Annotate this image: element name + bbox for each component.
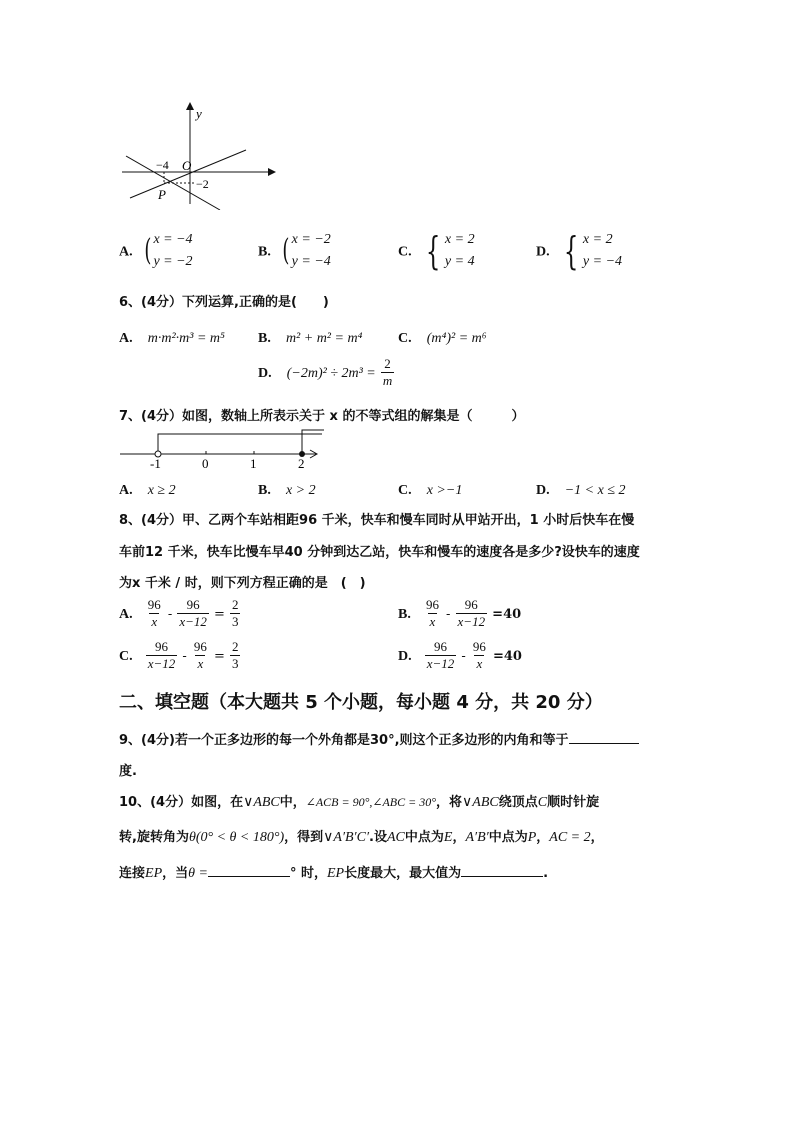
text: ° 时， (289, 866, 327, 881)
q7-option-c-label: C. (398, 483, 412, 498)
fraction (456, 598, 488, 629)
brace: ( (144, 233, 152, 268)
math: ∨ABC (462, 795, 499, 810)
origin-label: O (182, 158, 192, 173)
denominator: x−12 (147, 656, 176, 671)
row: x = −2 (291, 232, 331, 247)
q6-option-b-label: B. (258, 331, 271, 346)
q6-option-a-label: A. (119, 331, 133, 346)
text: 连接 (119, 866, 146, 881)
q8-option-d-label: D. (398, 649, 412, 664)
q8-option-b-label: B. (398, 607, 411, 622)
fraction (146, 640, 178, 671)
q8-line-1: 8、(4分）甲、乙两个车站相距96 千米，快车和慢车同时从甲站开出，1 小时后快车在慢 (119, 513, 635, 528)
denominator: x−12 (426, 656, 455, 671)
fraction (424, 598, 441, 629)
q9-line-2: 度. (119, 764, 137, 779)
x-axis-arrow (268, 168, 276, 176)
q8-option-c-label: C. (119, 649, 133, 664)
denominator: x−12 (457, 614, 486, 629)
text: ， (452, 830, 466, 845)
q10-max-answer-blank[interactable] (461, 862, 543, 877)
denominator: x (476, 656, 483, 671)
text: 10、(4分）如图，在 (119, 795, 244, 810)
q5-option-d-label: D. (536, 244, 550, 260)
tick-neg2-label: −2 (196, 177, 209, 191)
point-p-label: P (158, 187, 166, 202)
q6-option-d-label: D. (258, 366, 272, 381)
q8-option-a-label: A. (119, 607, 133, 622)
q6-option-c-expr: (m⁴)² = m⁶ (426, 331, 487, 346)
q5-option-c-system (421, 229, 475, 273)
equals-forty: =40 (492, 649, 522, 664)
q5-option-a-system (142, 229, 193, 273)
text: 中， (279, 795, 306, 810)
text: . (543, 866, 549, 881)
row: y = −4 (582, 254, 623, 269)
numerator: 96 (464, 597, 478, 612)
text: 中点为 (404, 830, 444, 845)
q7-option-c-expr: x >−1 (426, 483, 463, 498)
q7-option-d[interactable] (536, 479, 626, 499)
math: P (527, 830, 537, 845)
tick-label: 1 (250, 456, 257, 471)
text: 顺时针旋 (547, 795, 600, 810)
q7-stem: 7、(4分）如图，数轴上所表示关于 x 的不等式组的解集是（ ） (119, 409, 525, 424)
q7-option-a-label: A. (119, 483, 133, 498)
q10-line-1 (119, 791, 599, 811)
math: ∨ABC (243, 795, 280, 810)
q5-option-c[interactable] (398, 229, 475, 273)
numerator: 2 (231, 639, 239, 654)
denominator: m (382, 373, 393, 388)
row: x = −4 (153, 232, 193, 247)
q8-line-3: 为x 千米 / 时，则下列方程正确的是 ( ) (119, 576, 366, 591)
text: ，当 (162, 866, 189, 881)
tick-neg4-label: −4 (156, 158, 169, 172)
y-axis-label: y (196, 106, 202, 121)
numerator: 96 (425, 597, 439, 612)
q6-option-d[interactable] (258, 357, 394, 388)
numerator: 96 (147, 597, 161, 612)
q5-option-b-label: B. (258, 244, 271, 260)
q8-option-b[interactable] (398, 598, 521, 629)
row: x = 2 (582, 232, 613, 247)
q5-option-a-label: A. (119, 244, 133, 260)
q6-option-b[interactable] (258, 327, 362, 347)
q6-option-c-label: C. (398, 331, 412, 346)
q7-option-a-expr: x ≥ 2 (147, 483, 176, 498)
q6-option-b-expr: m² + m² = m⁴ (285, 331, 363, 346)
q9-text: 9、(4分)若一个正多边形的每一个外角都是30°,则这个正多边形的内角和等于 (119, 733, 569, 748)
equals-sign: = (213, 649, 225, 664)
q5-option-d-system (559, 229, 622, 273)
q10-line-3 (119, 862, 548, 882)
minus-sign: - (461, 649, 466, 664)
tick-label: -1 (150, 456, 161, 471)
denominator: x−12 (179, 614, 207, 629)
numerator: 96 (186, 597, 200, 612)
row: y = −2 (153, 254, 193, 269)
q9-answer-blank[interactable] (569, 729, 639, 744)
numerator: 96 (472, 639, 486, 654)
q6-stem: 6、(4分）下列运算,正确的是( ) (119, 295, 329, 310)
q6-option-c[interactable] (398, 327, 487, 347)
text: 转,旋转角为 (119, 830, 189, 845)
tick-label: 0 (202, 456, 209, 471)
equals-sign: = (213, 607, 225, 622)
q8-option-a[interactable] (119, 598, 240, 629)
q10-line-2 (119, 826, 604, 846)
math: θ = (188, 866, 208, 881)
equals-forty: =40 (492, 607, 522, 622)
y-axis-arrow (186, 102, 194, 110)
q7-option-c[interactable] (398, 479, 462, 499)
math: EP (327, 866, 345, 881)
denominator: 3 (231, 614, 239, 629)
minus-sign: - (446, 607, 451, 622)
minus-sign: - (182, 649, 187, 664)
q5-option-b-system (280, 229, 331, 273)
math: EP (145, 866, 163, 881)
fraction (471, 640, 488, 671)
numerator: 2 (231, 597, 239, 612)
row: x = 2 (444, 232, 475, 247)
q10-angle-answer-blank[interactable] (208, 862, 290, 877)
text: 绕顶点 (498, 795, 538, 810)
text: ， (590, 830, 604, 845)
q5-option-b[interactable] (258, 229, 331, 273)
q8-option-c[interactable] (119, 640, 240, 671)
q6-option-a-expr: m·m²·m³ = m⁵ (147, 331, 225, 346)
text: ， (536, 830, 550, 845)
math: A′B′ (465, 830, 489, 845)
range-greater-than-neg1 (158, 434, 322, 454)
row: y = 4 (444, 254, 475, 269)
math: AC (386, 830, 405, 845)
numerator: 2 (384, 356, 391, 371)
q6-option-d-expr: (−2m)² ÷ 2m³ = (286, 366, 376, 381)
q7-option-b-label: B. (258, 483, 271, 498)
fraction (192, 640, 209, 671)
fraction (146, 598, 163, 629)
math: ∨A′B′C′ (323, 830, 370, 845)
math: ∠ACB = 90°,∠ABC = 30° (305, 795, 437, 809)
numerator: 96 (433, 639, 447, 654)
fraction (230, 640, 241, 671)
q7-option-b-expr: x > 2 (285, 483, 316, 498)
brace: ( (282, 233, 290, 268)
math: E (443, 830, 453, 845)
numerator: 96 (154, 639, 168, 654)
fraction (230, 598, 241, 629)
math: AC = 2 (549, 830, 591, 845)
text: ，将 (436, 795, 463, 810)
text: ，得到 (284, 830, 324, 845)
text: .设 (369, 830, 387, 845)
section-heading: 二、填空题（本大题共 5 个小题，每小题 4 分，共 20 分） (119, 692, 603, 713)
q9-line-1 (119, 729, 639, 748)
q7-option-d-label: D. (536, 483, 550, 498)
numerator: 96 (193, 639, 207, 654)
denominator: x (429, 614, 436, 629)
text: 中点为 (488, 830, 528, 845)
q7-option-b[interactable] (258, 479, 316, 499)
q7-option-a[interactable] (119, 479, 176, 499)
fraction (425, 640, 457, 671)
brace: { (425, 229, 441, 273)
q7-option-d-expr: −1 < x ≤ 2 (564, 483, 626, 498)
denominator: x (151, 614, 158, 629)
linear-functions-graph (118, 100, 278, 210)
q8-option-d[interactable] (398, 640, 522, 671)
q8-line-2: 车前12 千米，快车比慢车早40 分钟到达乙站，快车和慢车的速度各是多少?设快车的速度 (119, 545, 640, 560)
q6-option-d-fraction (381, 357, 394, 388)
q5-option-a[interactable] (119, 229, 193, 273)
text: 长度最大，最大值为 (344, 866, 462, 881)
denominator: x (197, 656, 204, 671)
denominator: 3 (231, 656, 239, 671)
number-line (118, 424, 330, 472)
math: C (537, 795, 548, 810)
q6-option-a[interactable] (119, 327, 225, 347)
tick-label: 2 (298, 456, 305, 471)
fraction (177, 598, 209, 629)
minus-sign: - (167, 607, 173, 622)
row: y = −4 (291, 254, 331, 269)
brace: { (563, 229, 579, 273)
math: θ(0° < θ < 180°) (188, 830, 285, 845)
q5-option-d[interactable] (536, 229, 622, 273)
q5-option-c-label: C. (398, 244, 412, 260)
